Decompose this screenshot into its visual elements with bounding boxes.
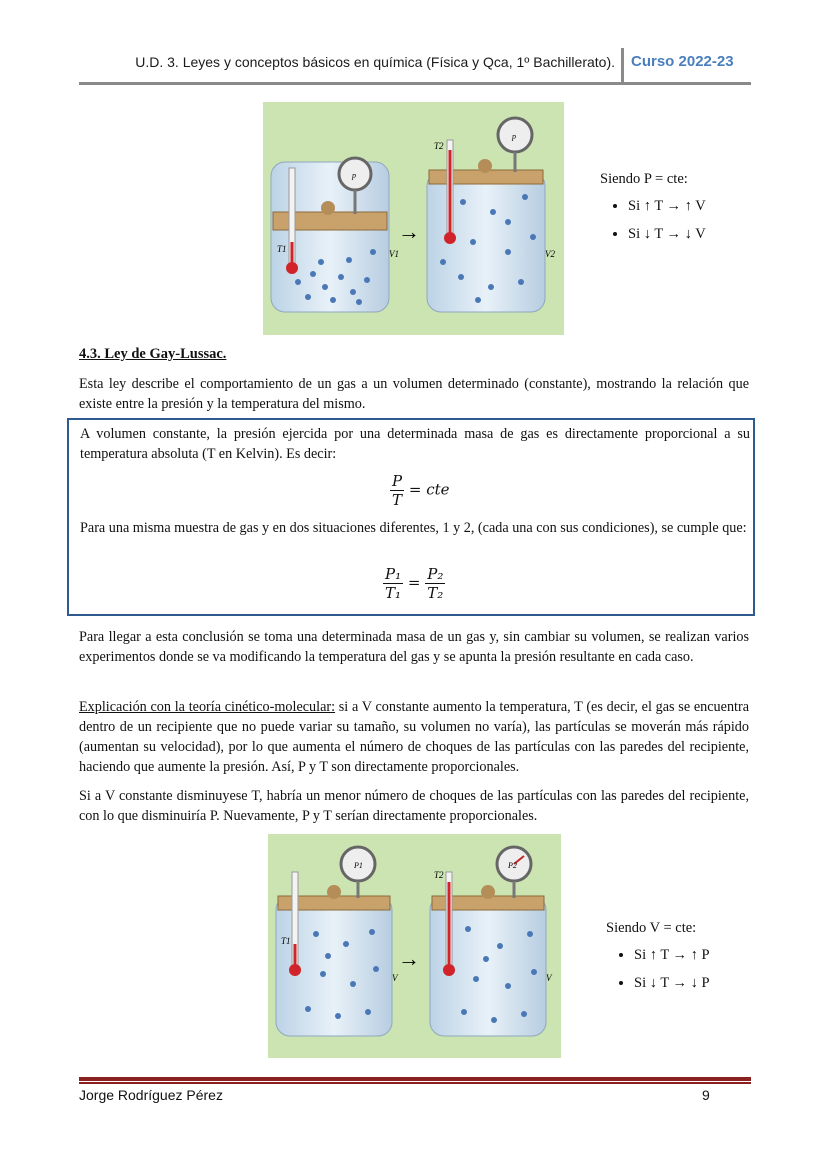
footer-rule-thin: [79, 1082, 751, 1084]
gay-lussac-illustration-svg: [268, 834, 561, 1058]
label-t2: T2: [434, 870, 444, 880]
arrow-icon: →: [398, 219, 420, 244]
list-item: • Si ↓ T → ↓ P: [634, 975, 710, 992]
header-divider: [621, 48, 624, 84]
gay-lussac-note: [606, 920, 710, 1003]
fraction-numerator: P: [392, 472, 403, 490]
fraction: [390, 472, 404, 509]
fraction-denominator: T₂: [427, 584, 444, 602]
kinetic-label: Explicación con la teoría cinético-molecular:: [79, 699, 336, 715]
law-box: [67, 418, 755, 616]
label-t1: T1: [281, 936, 291, 946]
list-item: • Si ↓ T → ↓ V: [628, 226, 706, 243]
formula-rhs: = cte: [408, 480, 450, 499]
equals-sign: =: [407, 573, 421, 592]
footer-author: Jorge Rodríguez Pérez: [79, 1087, 223, 1103]
two-states-text: Para una misma muestra de gas y en dos situaciones diferentes, 1 y 2, (cada una con sus condiciones), se cumple que:: [80, 520, 747, 536]
gay-lussac-note-heading: Siendo V = cte:: [606, 920, 697, 936]
fraction-right: [425, 565, 445, 602]
charles-illustration-svg: [263, 102, 564, 335]
gay-lussac-illustration: [268, 834, 561, 1058]
gay-lussac-note-list: [606, 947, 710, 992]
charles-note-list: [600, 198, 706, 243]
paragraph-experiment: Para llegar a esta conclusión se toma una determinada masa de un gas y, sin cambiar su volumen, se realizan varios experimentos donde se va modificando la temperatura del gas y se apunta la presión resultante en cada caso.: [79, 629, 749, 665]
law-statement: A volumen constante, la presión ejercida por una determinada masa de gas es directamente proporcional a su temperatura absoluta (T en Kelvin). Es decir:: [80, 426, 750, 462]
label-v-2: V: [546, 973, 552, 983]
page-header: [79, 46, 751, 85]
cylinder-1: [271, 158, 389, 312]
fraction-left: [383, 565, 403, 602]
paragraph-kinetic: [79, 697, 749, 777]
section-intro: Esta ley describe el comportamiento de un gas a un volumen determinado (constante), mostrando la relación que existe entre la presión y la temperatura del mismo.: [79, 376, 749, 412]
cylinder-2: [427, 118, 545, 312]
label-v1: V1: [389, 249, 399, 259]
page-number: 9: [702, 1087, 710, 1103]
kinetic-text: si a V constante aumento la temperatura, T (es decir, el gas se encuentra dentro de un recipiente que no puede variar su tamaño, su volumen no varía), las partículas se moverán más rápido (aumentan su velocidad), por lo que aumenta el número de choques de las partículas con las paredes del recipiente, haciendo que aumente la presión. Así, P y T son directamente proporcionales.: [79, 699, 749, 775]
fraction-denominator: T₁: [385, 584, 402, 602]
label-t1: T1: [277, 244, 287, 254]
paragraph-decrease: Si a V constante disminuyese T, habría un menor número de choques de las partículas con las paredes del recipiente, con lo que disminuiría P. Nuevamente, P y T serían directamente proporcionales.: [79, 788, 749, 824]
section-title: 4.3. Ley de Gay-Lussac.: [79, 346, 227, 362]
list-item: • Si ↑ T → ↑ P: [634, 947, 710, 964]
label-v2: V2: [545, 249, 555, 259]
arrow-icon: →: [398, 946, 420, 971]
list-item: • Si ↑ T → ↑ V: [628, 198, 706, 215]
label-p2: P2: [508, 861, 517, 870]
formula-two-states: [383, 565, 445, 602]
cylinder-2: [430, 847, 546, 1036]
fraction-denominator: T: [392, 491, 403, 509]
fraction-numerator: P₁: [385, 565, 402, 583]
label-p-1: p: [352, 171, 356, 180]
label-p-2: p: [512, 132, 516, 141]
label-v-1: V: [392, 973, 398, 983]
footer-rule-thick: [79, 1077, 751, 1081]
charles-note: [600, 171, 706, 254]
header-course: Curso 2022-23: [631, 53, 734, 70]
fraction-numerator: P₂: [427, 565, 444, 583]
charles-note-heading: Siendo P = cte:: [600, 171, 688, 187]
formula-p-over-t: [390, 472, 450, 509]
cylinder-1: [276, 847, 392, 1036]
charles-illustration: [263, 102, 564, 335]
label-p1: P1: [354, 861, 363, 870]
header-title: U.D. 3. Leyes y conceptos básicos en química (Física y Qca, 1º Bachillerato).: [135, 54, 615, 70]
label-t2: T2: [434, 141, 444, 151]
